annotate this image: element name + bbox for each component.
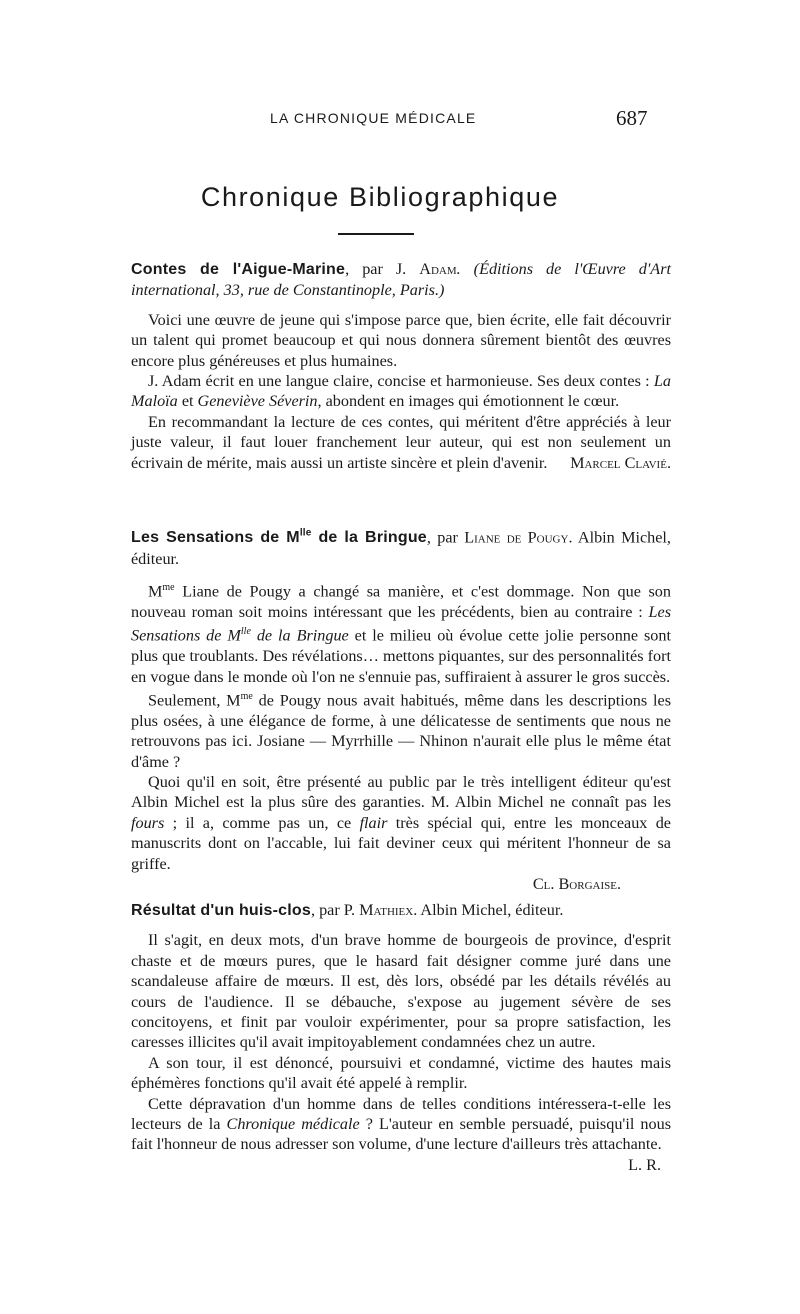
publisher-info: . Albin Michel, éditeur.: [413, 901, 564, 919]
author-name: Adam: [419, 260, 457, 278]
publisher-info: . (Éditions de l'Œuvre d'Art international, 33, rue de Constantinople, Paris.): [131, 260, 671, 300]
review-heading: Contes de l'Aigue-Marine, par J. Adam. (Éditions de l'Œuvre d'Art international, 33, rue de Constantinople, Paris.): [131, 260, 671, 300]
book-title: Contes de l'Aigue-Marine: [131, 261, 346, 278]
review-resultat-huis-clos: [131, 900, 671, 1175]
review-sensations-bringue: [131, 524, 671, 894]
review-paragraph: A son tour, il est dénoncé, poursuivi et condamné, victime des hautes mais éphémères fonctions qu'il avait été appelé à remplir.: [131, 1053, 671, 1093]
publisher-info: . Albin Michel, éditeur.: [131, 528, 671, 568]
running-header: [0, 106, 800, 134]
review-contes-aigue-marine: [131, 259, 671, 473]
reviewer-signature: L. R.: [628, 1155, 661, 1174]
author-name: Liane de Pougy: [464, 528, 569, 547]
review-paragraph: Voici une œuvre de jeune qui s'impose parce que, bien écrite, elle fait découvrir un talent qui promet beaucoup et qui nous donnera sûrement bientôt des œuvres encore plus généreuses et plus humaines.: [131, 310, 671, 370]
reviewer-signature: Cl. Borgaise.: [532, 875, 621, 893]
review-paragraph: Seulement, $M^{me}$ de Pougy nous avait habitués, même dans les descriptions les plus osées, à une élégance de forme, à une délicatesse de sentiments que nous ne retrouvons pas ici. Josiane — Myrrhille — Nhinon n'aurait elle plus le même état d'âme ?: [131, 690, 671, 771]
running-title: LA CHRONIQUE MÉDICALE: [270, 110, 477, 126]
page-title: Chronique Bibliographique: [200, 182, 560, 212]
review-heading: Résultat d'un huis-clos, par P. Mathiex. Albin Michel, éditeur.: [131, 901, 564, 919]
book-title: Résultat d'un huis-clos: [131, 902, 311, 919]
review-paragraph: En recommandant la lecture de ces contes, qui méritent d'être appréciés à leur juste valeur, il faut louer franchement leur auteur, qui est non seulement un écrivain de mérite, mais aussi un artiste sincère et plein d'avenir. Marcel Clavié.: [131, 412, 671, 472]
book-title: Les Sensations de $M^{lle}$ de la Bringue: [131, 528, 427, 547]
title-divider: [338, 233, 414, 235]
review-paragraph: $M^{me}$ Liane de Pougy a changé sa manière, et c'est dommage. Non que son nouveau roman soit moins intéressant que les précédents, bien au contraire : Les Sensations de $M^{lle}$ de la Bringue et le milieu où évolue cette jolie personne sont plus que troublants. Des révélations… mettons piquantes, sur des personnalités fort en vogue dans le monde où l'on ne s'ennuie pas, suffiraient à assurer le gros succès.: [131, 582, 671, 686]
page-number: 687: [616, 106, 648, 130]
review-paragraph: Quoi qu'il en soit, être présenté au public par le très intelligent éditeur qu'est Albin Michel est la plus sûre des garanties. M. Albin Michel ne connaît pas les fours ; il a, comme pas un, ce flair très spécial qui, entre les monceaux de manuscrits dont on l'accable, lui fait deviner ceux qui méritent l'honneur de sa griffe.: [131, 772, 671, 873]
author-name: Mathiex: [359, 901, 414, 919]
review-paragraph: J. Adam écrit en une langue claire, concise et harmonieuse. Ses deux contes : La Maloïa et Geneviève Séverin, abondent en images qui émotionnent le cœur.: [131, 372, 671, 411]
review-paragraph: Cette dépravation d'un homme dans de telles conditions intéressera-t-elle les lecteurs de la Chronique médicale ? L'auteur en semble persuadé, puisqu'il nous fait l'honneur de nous adresser son volume, d'une lecture d'ailleurs très attachante. L. R.: [131, 1094, 671, 1174]
reviewer-signature: Marcel Clavié.: [570, 453, 671, 472]
review-heading: Les Sensations de $M^{lle}$ de la Bringue, par Liane de Pougy. Albin Michel, éditeur.: [131, 528, 671, 568]
review-paragraph: Il s'agit, en deux mots, d'un brave homme de bourgeois de province, d'esprit chaste et de mœurs pures, que le hasard fait désigner comme juré dans une scandaleuse affaire de mœurs. Il est, dès lors, obsédé par les détails révélés au cours de l'audience. Il se débauche, s'expose au jugement sévère de ses concitoyens, et finit par vouloir expérimenter, pour sa propre satisfaction, les caresses illicites qu'il avait impitoyablement condamnées chez un autre.: [131, 931, 671, 1052]
